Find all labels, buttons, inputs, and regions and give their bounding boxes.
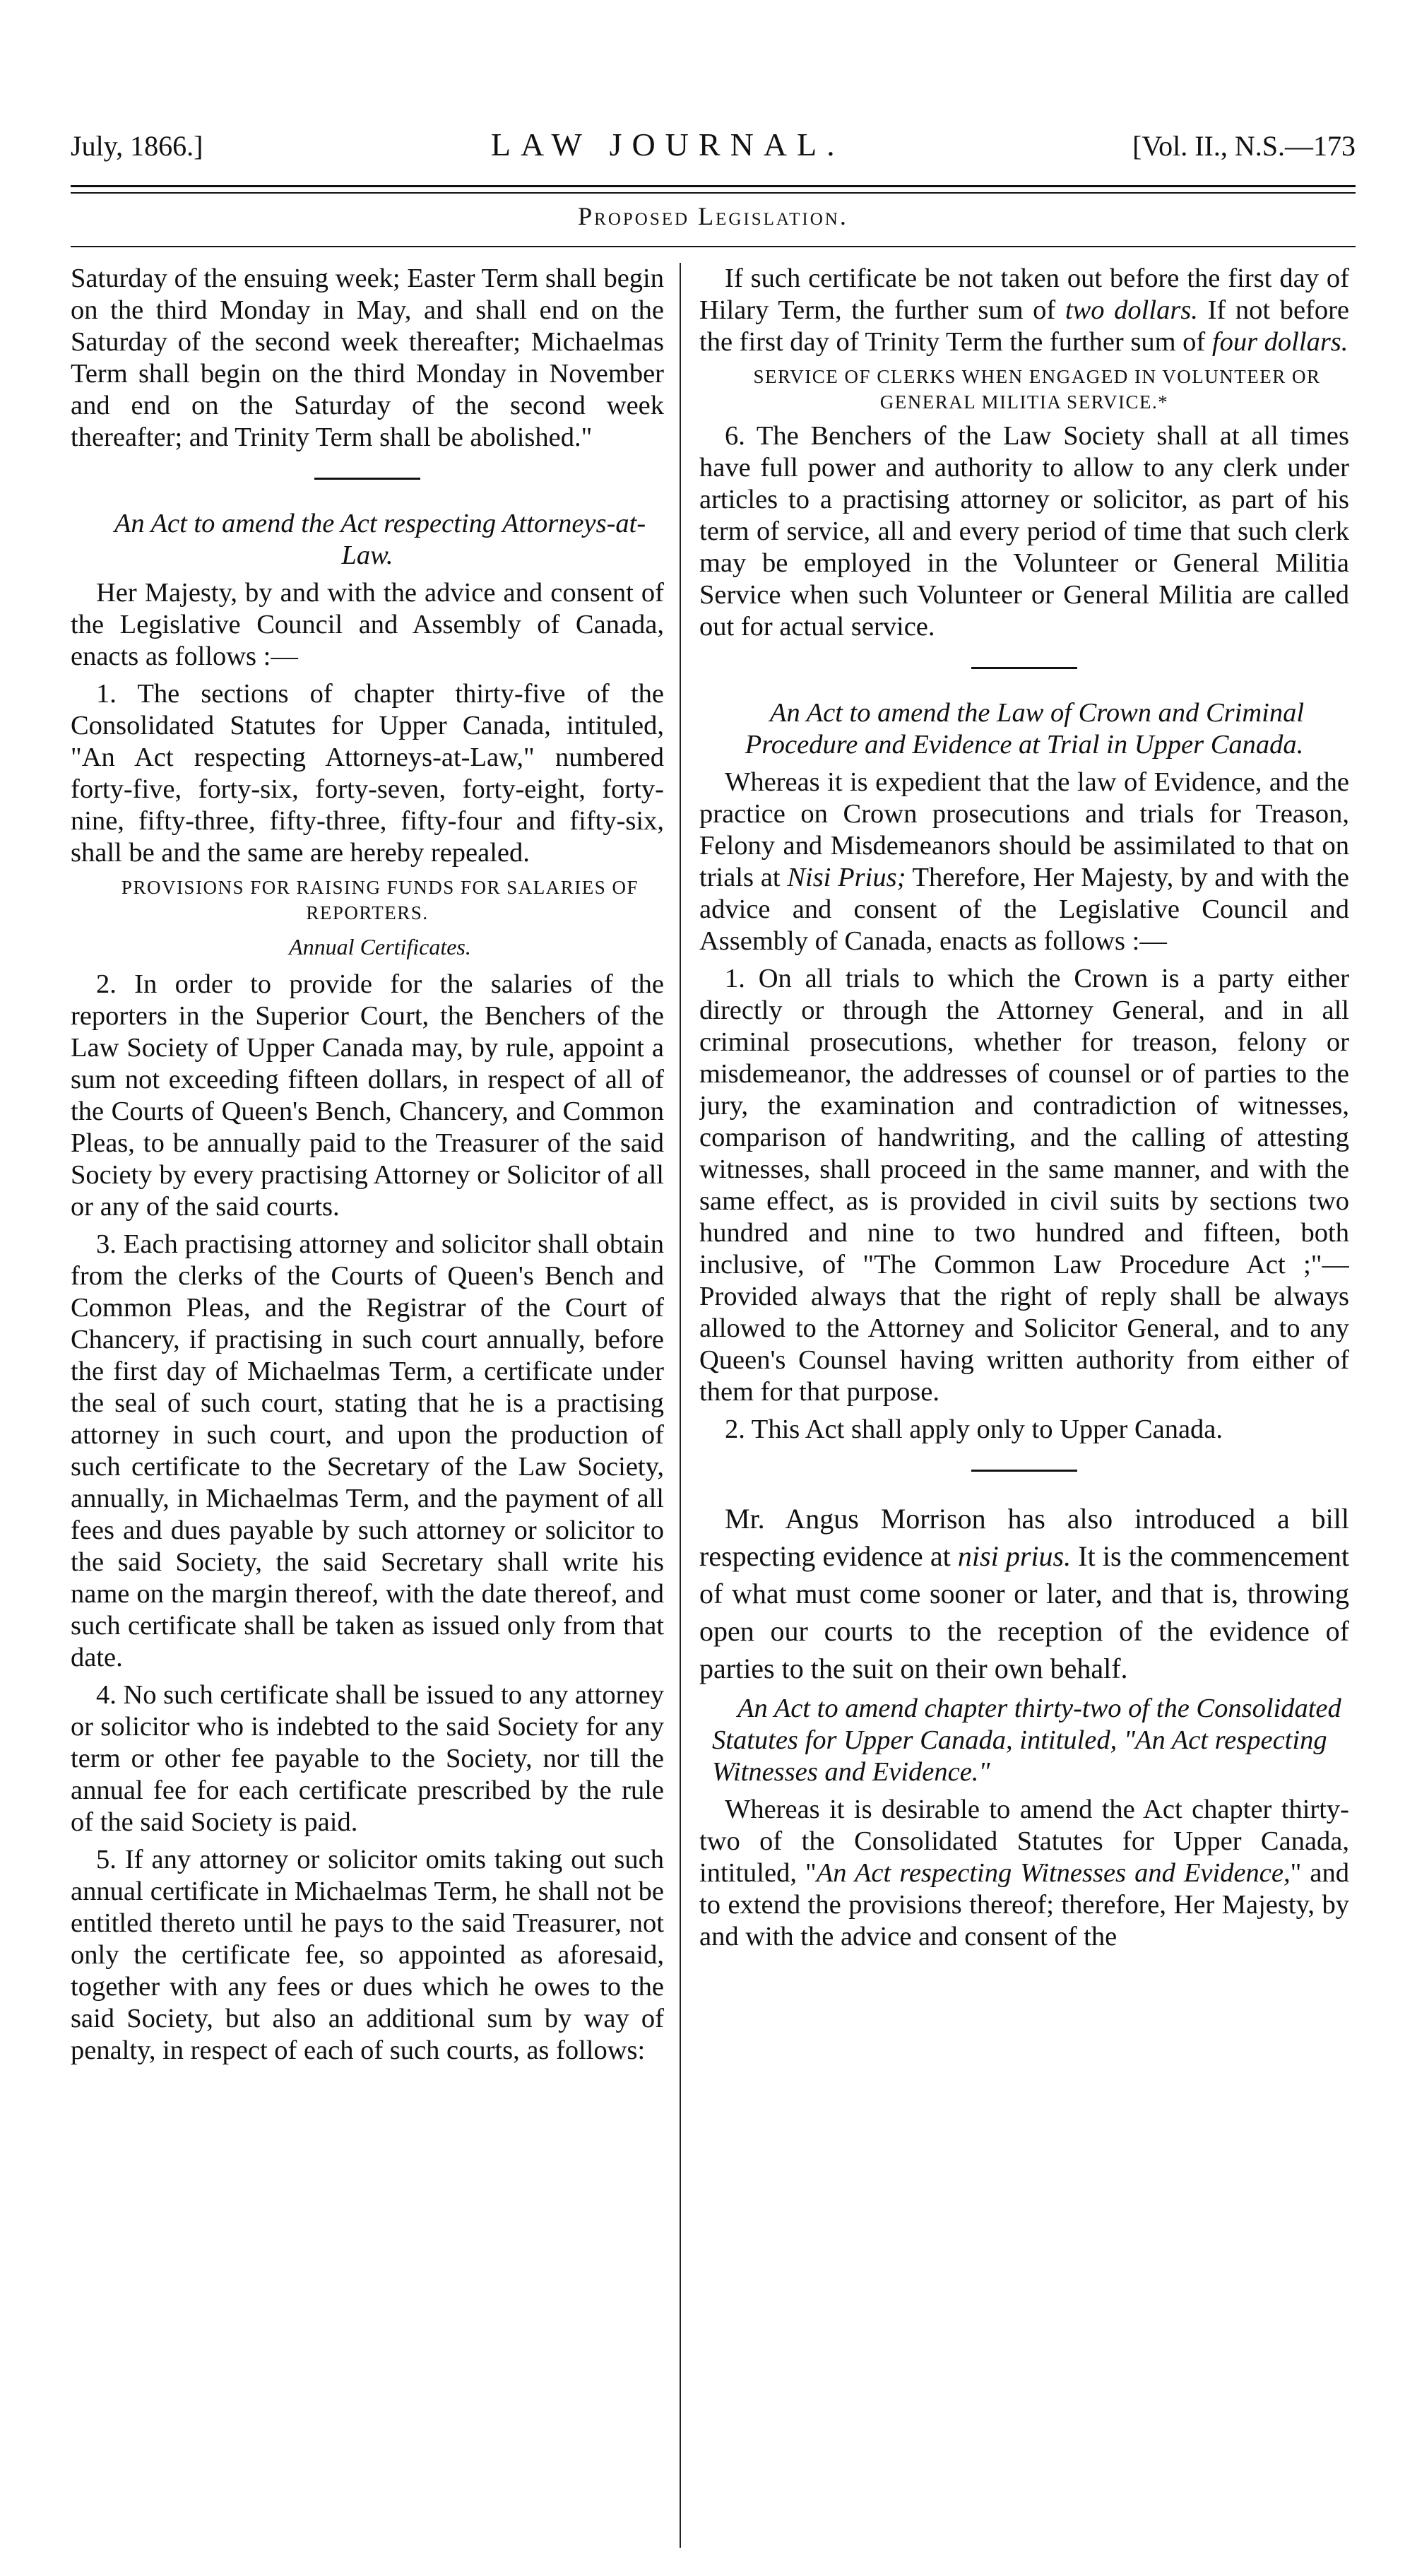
journal-title: LAW JOURNAL. — [490, 126, 845, 163]
nisi-prius-term: Nisi Prius; — [787, 863, 906, 892]
cert-text-c: If not before the first day of Trinity Term the further sum of — [699, 295, 1349, 357]
note-text-a: Mr. Angus Morrison has also introduced a bill respecting evidence at — [699, 1503, 1349, 1572]
section-3: 3. Each practising attorney and solicitor shall obtain from the clerks of the Courts of Queen's Bench and Common Pleas, and the Registrar of the Court of Chancery, if practising in such court annually, before the first day of Michaelmas Term, a certificate under the seal of such court, stating that he is a practising attorney in such court, and upon the production of such certificate to the Secretary of the Law Society, annually, in Michaelmas Term, and the payment of all fees and dues payable by such attorney or solicitor to the said Society, the said Secretary shall write his name on the margin thereof, with the date thereof, and such certificate shall be taken as issued only from that date. — [71, 1229, 664, 1672]
section-5: 5. If any attorney or solicitor omits taking out such annual certificate in Michaelmas Term, he shall not be entitled thereto until he pays to the said Treasurer, not only the certificate fee, so appointed as aforesaid, together with any fees or dues which he owes to the said Society, but also an additional sum by way of penalty, in respect of each of such courts, as follows: — [71, 1845, 664, 2065]
header-rule-bottom — [71, 192, 1356, 194]
whereas-text-a: Whereas it is expedient that the law of Evidence, and the practice on Crown prosecutions and trials for Treason, Felony and Misdemeanors should be assimilated to that on trials at — [699, 767, 1349, 892]
annual-certificates-heading: Annual Certificates. — [289, 934, 471, 959]
service-heading: SERVICE OF CLERKS WHEN ENGAGED IN VOLUNTEER OR GENERAL MILITIA SERVICE.* — [753, 366, 1321, 413]
note-nisi-prius: nisi prius. — [957, 1540, 1072, 1572]
editorial-note — [699, 1500, 1349, 1687]
provisions-heading: PROVISIONS FOR RAISING FUNDS FOR SALARIES OF REPORTERS. — [121, 877, 639, 923]
left-column — [71, 263, 664, 2548]
volume-page-number: [Vol. II., N.S.—173 — [1132, 130, 1356, 162]
cert-amount-two: two dollars. — [1065, 295, 1198, 325]
crown-section-1: 1. On all trials to which the Crown is a party either directly or through the Attorney General, and in all criminal prosecutions, whether for treason, felony or misdemeanor, the addresses of counsel or of parties to the jury, the examination and contradiction of witnesses, comparison of handwriting, and the calling of attesting witnesses, shall proceed in the same manner, and with the same effect, as is provided in civil suits by sections two hundred and nine to two hundred and fifteen, both inclusive, of "The Common Law Procedure Act ;"—Provided always that the right of reply shall be always allowed to the Attorney and Solicitor General, and to any Queen's Counsel having written authority from either of them for that purpose. — [699, 964, 1349, 1407]
header-rule-top — [71, 185, 1356, 187]
column-divider — [680, 263, 681, 2548]
section-1: 1. The sections of chapter thirty-five of the Consolidated Statutes for Upper Canada, intituled, "An Act respecting Attorneys-at-Law," numbered forty-five, forty-six, forty-seven, forty-eight, forty-nine, fifty-three, fifty-three, fifty-four and fifty-six, shall be and the same are hereby repealed. — [71, 679, 664, 868]
separator-rule — [314, 478, 420, 480]
section-2: 2. In order to provide for the salaries of the reporters in the Superior Court, the Benchers of the Law Society of Upper Canada may, by rule, appoint a sum not exceeding fifteen dollars, in respect of all of the Courts of Queen's Bench, Chancery, and Common Pleas, to be annually paid to the Treasurer of the said Society by every practising Attorney or Solicitor of all or any of the said courts. — [71, 969, 664, 1222]
whereas-paragraph — [699, 767, 1349, 957]
running-head — [71, 126, 1356, 175]
cert-amount-four: four dollars. — [1211, 327, 1348, 357]
section-heading: Proposed Legislation. — [578, 202, 848, 230]
certificate-penalty-paragraph — [699, 263, 1349, 358]
header-date: July, 1866.] — [71, 130, 203, 162]
last-act-name: An Act respecting Witnesses and Evidence, — [816, 1858, 1291, 1888]
act-title-witnesses: An Act to amend chapter thirty-two of the Consolidated Statutes for Upper Canada, intituled, "An Act respecting Witnesses and Evidence." — [712, 1694, 1341, 1787]
separator-rule — [971, 667, 1077, 669]
cert-text-a: If such certificate be not taken out before the first day of Hilary Term, the further sum of — [699, 264, 1349, 325]
enacting-clause: Her Majesty, by and with the advice and consent of the Legislative Council and Assembly of Canada, enacts as follows :— — [71, 578, 664, 671]
section-4: 4. No such certificate shall be issued to any attorney or solicitor who is indebted to the said Society for any term or other fee payable to the Society, nor till the annual fee for each certificate prescribed by the rule of the said Society is paid. — [71, 1680, 664, 1837]
right-column — [699, 263, 1349, 2548]
last-text-a: Whereas it is desirable to amend the Act chapter thirty-two of the Consolidated Statutes for Upper Canada, intituled, " — [699, 1795, 1349, 1888]
section-rule — [71, 246, 1356, 247]
section-6: 6. The Benchers of the Law Society shall at all times have full power and authority to allow to any clerk under articles to a practising attorney or solicitor, as part of his term of service, all and every period of time that such clerk may be employed in the Volunteer or General Militia Service when such Volunteer or General Militia are called out for actual service. — [699, 421, 1349, 642]
act-title-attorneys: An Act to amend the Act respecting Attorneys-at-Law. — [114, 509, 646, 570]
intro-paragraph: Saturday of the ensuing week; Easter Term shall begin on the third Monday in May, and shall end on the Saturday of the second week thereafter; Michaelmas Term shall begin on the third Monday in November and end on the Saturday of the second week thereafter; and Trinity Term shall be abolished." — [71, 264, 664, 452]
crown-section-2: 2. This Act shall apply only to Upper Canada. — [725, 1414, 1223, 1444]
act-title-crown-procedure: An Act to amend the Law of Crown and Criminal Procedure and Evidence at Trial in Upper Canada. — [745, 698, 1305, 760]
witnesses-whereas-paragraph — [699, 1794, 1349, 1953]
last-text-c: " and to extend the provisions thereof; therefore, Her Majesty, by and with the advice and consent of the — [699, 1858, 1349, 1951]
whereas-text-c: Therefore, Her Majesty, by and with the advice and consent of the Legislative Council and Assembly of Canada, enacts as follows :— — [699, 863, 1349, 956]
separator-rule — [971, 1470, 1077, 1472]
note-text-c: It is the commencement of what must come sooner or later, and that is, throwing open our courts to the reception of the evidence of parties to the suit on their own behalf. — [699, 1540, 1349, 1684]
